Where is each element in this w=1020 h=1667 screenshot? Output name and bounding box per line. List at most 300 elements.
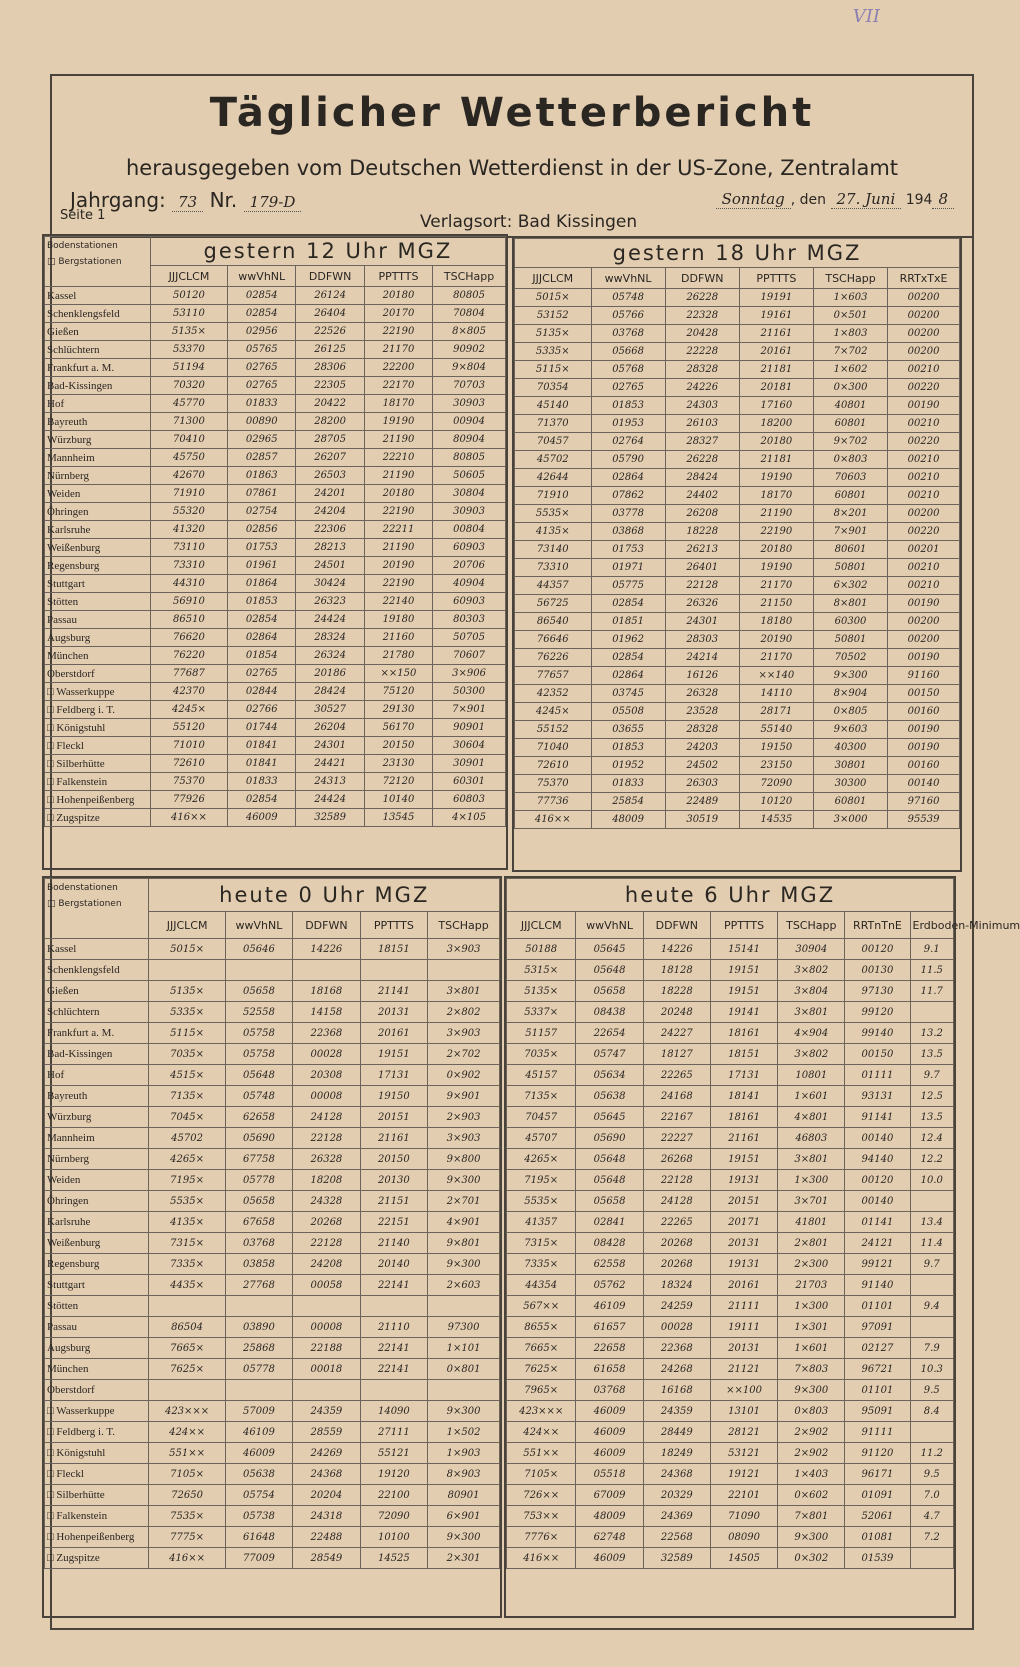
data-cell: 28559: [293, 1422, 360, 1443]
table-row: [45, 1548, 500, 1569]
data-cell: 4245×: [515, 703, 592, 721]
data-cell: 60301: [433, 773, 506, 791]
data-cell: 30527: [296, 701, 364, 719]
data-cell: 08090: [710, 1527, 777, 1548]
data-cell: 22128: [643, 1170, 710, 1191]
data-cell: 4265×: [507, 1149, 576, 1170]
data-cell: 00220: [888, 379, 960, 397]
data-cell: 18161: [710, 1107, 777, 1128]
station-name: Hof: [45, 395, 151, 413]
data-cell: 9×300: [778, 1527, 845, 1548]
data-cell: 02841: [576, 1212, 643, 1233]
column-header: PPTTTS: [360, 912, 427, 939]
table-row: [45, 1191, 500, 1212]
table-row: [507, 1464, 954, 1485]
data-cell: 46109: [576, 1296, 643, 1317]
data-cell: 05658: [225, 981, 292, 1002]
data-cell: [910, 1317, 954, 1338]
data-cell: 423×××: [149, 1401, 225, 1422]
data-cell: 18141: [710, 1086, 777, 1107]
table-row: [45, 1149, 500, 1170]
data-cell: 24313: [296, 773, 364, 791]
data-cell: 24369: [643, 1506, 710, 1527]
data-cell: 00150: [888, 685, 960, 703]
data-cell: 96171: [845, 1464, 910, 1485]
data-cell: [428, 1380, 500, 1401]
station-name: Bad-Kissingen: [45, 1044, 149, 1065]
data-cell: 05518: [576, 1464, 643, 1485]
data-cell: 86510: [150, 611, 227, 629]
data-cell: 1×601: [778, 1338, 845, 1359]
data-cell: 03768: [591, 325, 665, 343]
data-cell: 22265: [643, 1212, 710, 1233]
data-cell: 00190: [888, 739, 960, 757]
table-row: [45, 791, 506, 809]
station-name: Würzburg: [45, 431, 151, 449]
data-cell: 21140: [360, 1233, 427, 1254]
data-cell: 5135×: [507, 981, 576, 1002]
data-cell: 00210: [888, 577, 960, 595]
data-cell: 7×901: [433, 701, 506, 719]
table-row: [45, 809, 506, 827]
table-yesterday-12: [42, 234, 508, 870]
data-cell: 5315×: [507, 960, 576, 981]
data-cell: 05648: [225, 1065, 292, 1086]
data-cell: 10.0: [910, 1170, 954, 1191]
data-cell: 00201: [888, 541, 960, 559]
data-cell: [428, 1296, 500, 1317]
data-cell: 26124: [296, 287, 364, 305]
data-cell: 01953: [591, 415, 665, 433]
data-cell: [225, 1296, 292, 1317]
data-cell: 20204: [293, 1485, 360, 1506]
data-cell: 76226: [515, 649, 592, 667]
data-cell: 28306: [296, 359, 364, 377]
data-cell: 20161: [739, 343, 813, 361]
data-cell: 1×903: [428, 1443, 500, 1464]
data-cell: 18170: [364, 395, 432, 413]
data-cell: 21150: [739, 595, 813, 613]
data-cell: 50300: [433, 683, 506, 701]
data-cell: 41320: [150, 521, 227, 539]
table-today-0: [42, 876, 502, 1618]
data-cell: 24359: [293, 1401, 360, 1422]
column-header: DDFWN: [665, 268, 739, 289]
data-cell: 46803: [778, 1128, 845, 1149]
data-cell: 7535×: [149, 1506, 225, 1527]
data-cell: 0×902: [428, 1065, 500, 1086]
data-cell: 70804: [433, 305, 506, 323]
publication-place: Verlagsort: Bad Kissingen: [420, 212, 638, 232]
data-cell: 26208: [665, 505, 739, 523]
data-cell: 01753: [228, 539, 296, 557]
data-cell: 21160: [364, 629, 432, 647]
table-row: [45, 1401, 500, 1422]
data-cell: 00210: [888, 469, 960, 487]
data-cell: 4×105: [433, 809, 506, 827]
data-cell: 19151: [710, 981, 777, 1002]
data-cell: 01841: [228, 755, 296, 773]
data-cell: 8.4: [910, 1401, 954, 1422]
data-cell: 62558: [576, 1254, 643, 1275]
station-name: □ Zugspitze: [45, 809, 151, 827]
data-cell: 24128: [293, 1107, 360, 1128]
data-cell: 12.5: [910, 1086, 954, 1107]
station-name: Schenklengsfeld: [45, 305, 151, 323]
data-cell: 61657: [576, 1317, 643, 1338]
data-cell: 551××: [507, 1443, 576, 1464]
q2-table: [514, 238, 960, 829]
data-cell: 75370: [515, 775, 592, 793]
data-cell: 7335×: [149, 1254, 225, 1275]
data-cell: 05648: [576, 1170, 643, 1191]
data-cell: 20131: [360, 1002, 427, 1023]
data-cell: 21181: [739, 361, 813, 379]
table-row: [507, 939, 954, 960]
data-cell: 21161: [710, 1128, 777, 1149]
table-row: [507, 1149, 954, 1170]
data-cell: 70703: [433, 377, 506, 395]
data-cell: 01833: [228, 395, 296, 413]
data-cell: 20130: [360, 1170, 427, 1191]
data-cell: 7625×: [507, 1359, 576, 1380]
year-label: 194: [905, 192, 933, 208]
table-row: [45, 341, 506, 359]
data-cell: 97300: [428, 1317, 500, 1338]
data-cell: 3×802: [778, 1044, 845, 1065]
data-cell: 00008: [293, 1317, 360, 1338]
data-cell: 424××: [507, 1422, 576, 1443]
data-cell: 1×301: [778, 1317, 845, 1338]
data-cell: 25854: [591, 793, 665, 811]
table-row: [45, 1023, 500, 1044]
data-cell: 14525: [360, 1548, 427, 1569]
data-cell: 3×701: [778, 1191, 845, 1212]
data-cell: 02956: [228, 323, 296, 341]
data-cell: 26103: [665, 415, 739, 433]
station-name: □ Fleckl: [45, 1464, 149, 1485]
data-cell: 02856: [228, 521, 296, 539]
data-cell: 10140: [364, 791, 432, 809]
table-row: [515, 505, 960, 523]
data-cell: 96721: [845, 1359, 910, 1380]
data-cell: 4245×: [150, 701, 227, 719]
data-cell: 05748: [591, 289, 665, 307]
table-row: [45, 395, 506, 413]
data-cell: 05758: [225, 1044, 292, 1065]
data-cell: [149, 1380, 225, 1401]
data-cell: 18180: [739, 613, 813, 631]
data-cell: 20308: [293, 1065, 360, 1086]
data-cell: 53121: [710, 1443, 777, 1464]
data-cell: 70354: [515, 379, 592, 397]
table-row: [507, 1338, 954, 1359]
station-name: Stuttgart: [45, 575, 151, 593]
data-cell: 24328: [293, 1191, 360, 1212]
station-name: Kassel: [45, 287, 151, 305]
data-cell: [910, 1191, 954, 1212]
data-cell: 13101: [710, 1401, 777, 1422]
station-name: Frankfurt a. M.: [45, 359, 151, 377]
data-cell: 02864: [228, 629, 296, 647]
table-row: [45, 960, 500, 981]
data-cell: 20268: [293, 1212, 360, 1233]
data-cell: 416××: [515, 811, 592, 829]
data-cell: 23528: [665, 703, 739, 721]
data-cell: 22151: [360, 1212, 427, 1233]
data-cell: 20190: [739, 631, 813, 649]
data-cell: 08428: [576, 1233, 643, 1254]
station-name: Weiden: [45, 1170, 149, 1191]
data-cell: [910, 1275, 954, 1296]
data-cell: 28213: [296, 539, 364, 557]
data-cell: 22200: [364, 359, 432, 377]
data-cell: 26228: [665, 451, 739, 469]
data-cell: 7.0: [910, 1485, 954, 1506]
data-cell: 24227: [643, 1023, 710, 1044]
table-row: [507, 1212, 954, 1233]
table-row: [45, 449, 506, 467]
data-cell: 19190: [739, 469, 813, 487]
data-cell: 5337×: [507, 1002, 576, 1023]
data-cell: 05645: [576, 939, 643, 960]
data-cell: 05645: [576, 1107, 643, 1128]
data-cell: 8×805: [433, 323, 506, 341]
data-cell: 55320: [150, 503, 227, 521]
table-row: [515, 559, 960, 577]
data-cell: 73110: [150, 539, 227, 557]
data-cell: 02965: [228, 431, 296, 449]
data-cell: 9×804: [433, 359, 506, 377]
data-cell: 3×903: [428, 1023, 500, 1044]
station-name: □ Fleckl: [45, 737, 151, 755]
station-name: Augsburg: [45, 629, 151, 647]
data-cell: 20268: [643, 1233, 710, 1254]
data-cell: 0×805: [813, 703, 887, 721]
data-cell: 9.5: [910, 1464, 954, 1485]
data-cell: 70320: [150, 377, 227, 395]
data-cell: 8×201: [813, 505, 887, 523]
station-label-header: [45, 237, 151, 287]
data-cell: 05766: [591, 307, 665, 325]
data-cell: 21190: [739, 505, 813, 523]
data-cell: 9×300: [428, 1254, 500, 1275]
table-row: [515, 415, 960, 433]
data-cell: 03868: [591, 523, 665, 541]
data-cell: 21170: [739, 649, 813, 667]
data-cell: 44357: [515, 577, 592, 595]
data-cell: 26204: [296, 719, 364, 737]
data-cell: 3×903: [428, 939, 500, 960]
data-cell: 24502: [665, 757, 739, 775]
data-cell: 05748: [225, 1086, 292, 1107]
data-cell: 95539: [888, 811, 960, 829]
data-cell: 18151: [360, 939, 427, 960]
data-cell: 24303: [665, 397, 739, 415]
data-cell: 2×300: [778, 1254, 845, 1275]
data-cell: 7315×: [149, 1233, 225, 1254]
data-cell: 75370: [150, 773, 227, 791]
data-cell: 26303: [665, 775, 739, 793]
data-cell: 23130: [364, 755, 432, 773]
data-cell: 0×801: [428, 1359, 500, 1380]
data-cell: 7035×: [149, 1044, 225, 1065]
data-cell: 5115×: [149, 1023, 225, 1044]
data-cell: 05638: [225, 1464, 292, 1485]
data-cell: 4×901: [428, 1212, 500, 1233]
data-cell: 80805: [433, 287, 506, 305]
column-header: TSCHapp: [813, 268, 887, 289]
data-cell: 75120: [364, 683, 432, 701]
data-cell: 18200: [739, 415, 813, 433]
data-cell: 11.2: [910, 1443, 954, 1464]
data-cell: 22568: [643, 1527, 710, 1548]
mountain-stations-label: □ Bergstationen: [47, 899, 122, 909]
data-cell: 80303: [433, 611, 506, 629]
data-cell: 67758: [225, 1149, 292, 1170]
data-cell: 21161: [739, 325, 813, 343]
data-cell: 46109: [225, 1422, 292, 1443]
data-cell: 46009: [576, 1548, 643, 1569]
data-cell: 28171: [739, 703, 813, 721]
station-name: Schlüchtern: [45, 1002, 149, 1023]
data-cell: 46009: [576, 1443, 643, 1464]
data-cell: 60803: [433, 791, 506, 809]
data-cell: 20151: [710, 1191, 777, 1212]
station-name: Gießen: [45, 323, 151, 341]
table-row: [515, 685, 960, 703]
nr-label: Nr.: [209, 188, 238, 212]
ground-stations-label: Bodenstationen: [47, 241, 118, 251]
table-row: [45, 593, 506, 611]
data-cell: 02765: [228, 665, 296, 683]
table-row: [45, 1212, 500, 1233]
data-cell: 21190: [364, 431, 432, 449]
data-cell: 00220: [888, 523, 960, 541]
data-cell: 9.4: [910, 1296, 954, 1317]
data-cell: 7×801: [778, 1506, 845, 1527]
table-row: [45, 359, 506, 377]
data-cell: 21121: [710, 1359, 777, 1380]
data-cell: 53370: [150, 341, 227, 359]
data-cell: 25868: [225, 1338, 292, 1359]
data-cell: 99120: [845, 1002, 910, 1023]
data-cell: 00200: [888, 325, 960, 343]
data-cell: 24421: [296, 755, 364, 773]
data-cell: 20151: [360, 1107, 427, 1128]
data-cell: 9×800: [428, 1149, 500, 1170]
data-cell: 4135×: [149, 1212, 225, 1233]
data-cell: 5115×: [515, 361, 592, 379]
report-header: [52, 76, 972, 238]
data-cell: 6×901: [428, 1506, 500, 1527]
data-cell: 05658: [576, 981, 643, 1002]
data-cell: 14110: [739, 685, 813, 703]
data-cell: 56725: [515, 595, 592, 613]
data-cell: 12.4: [910, 1128, 954, 1149]
data-cell: 61658: [576, 1359, 643, 1380]
data-cell: 05754: [225, 1485, 292, 1506]
data-cell: 32589: [643, 1548, 710, 1569]
data-cell: 9×300: [428, 1527, 500, 1548]
data-cell: 9×300: [428, 1170, 500, 1191]
column-header: TSCHapp: [428, 912, 500, 939]
data-cell: 14505: [710, 1548, 777, 1569]
data-cell: 10100: [360, 1527, 427, 1548]
data-cell: 7195×: [507, 1170, 576, 1191]
table-row: [515, 325, 960, 343]
data-cell: 99121: [845, 1254, 910, 1275]
data-cell: 5335×: [515, 343, 592, 361]
table-row: [507, 1422, 954, 1443]
table-row: [45, 647, 506, 665]
data-cell: 26328: [665, 685, 739, 703]
station-name: □ Wasserkuppe: [45, 1401, 149, 1422]
data-cell: 02854: [228, 287, 296, 305]
table-row: [507, 1359, 954, 1380]
table-row: [45, 1254, 500, 1275]
table-row: [515, 307, 960, 325]
data-cell: 05778: [225, 1170, 292, 1191]
data-cell: 24424: [296, 791, 364, 809]
data-cell: 05738: [225, 1506, 292, 1527]
corner-mark: VII: [852, 6, 880, 27]
data-cell: 20150: [360, 1149, 427, 1170]
column-header: JJJCLCM: [507, 912, 576, 939]
data-cell: 41357: [507, 1212, 576, 1233]
data-cell: 2×802: [428, 1002, 500, 1023]
table-row: [45, 1128, 500, 1149]
data-cell: 03768: [576, 1380, 643, 1401]
data-cell: 01744: [228, 719, 296, 737]
data-cell: 27768: [225, 1275, 292, 1296]
data-cell: 0×803: [813, 451, 887, 469]
data-cell: 20329: [643, 1485, 710, 1506]
data-cell: 91160: [888, 667, 960, 685]
station-name: Mannheim: [45, 1128, 149, 1149]
data-cell: 48009: [576, 1506, 643, 1527]
table-row: [507, 1506, 954, 1527]
data-cell: 7665×: [507, 1338, 576, 1359]
data-cell: 7045×: [149, 1107, 225, 1128]
data-cell: 46009: [228, 809, 296, 827]
data-cell: 28324: [296, 629, 364, 647]
data-cell: 26228: [665, 289, 739, 307]
station-name: Oberstdorf: [45, 665, 151, 683]
data-cell: 18249: [643, 1443, 710, 1464]
data-cell: 26324: [296, 647, 364, 665]
data-cell: 00058: [293, 1275, 360, 1296]
column-header: wwVhNL: [576, 912, 643, 939]
station-name: Passau: [45, 1317, 149, 1338]
data-cell: 97130: [845, 981, 910, 1002]
data-cell: 19150: [739, 739, 813, 757]
table-row: [515, 451, 960, 469]
station-name: Augsburg: [45, 1338, 149, 1359]
table-row: [515, 811, 960, 829]
year-digit: 8: [932, 190, 954, 209]
table-row: [507, 1380, 954, 1401]
data-cell: 5135×: [515, 325, 592, 343]
data-cell: 28303: [665, 631, 739, 649]
table-row: [45, 683, 506, 701]
data-cell: 00160: [888, 703, 960, 721]
data-cell: 20268: [643, 1254, 710, 1275]
data-cell: 40801: [813, 397, 887, 415]
data-cell: 30904: [778, 939, 845, 960]
data-cell: 72090: [739, 775, 813, 793]
data-cell: 16126: [665, 667, 739, 685]
